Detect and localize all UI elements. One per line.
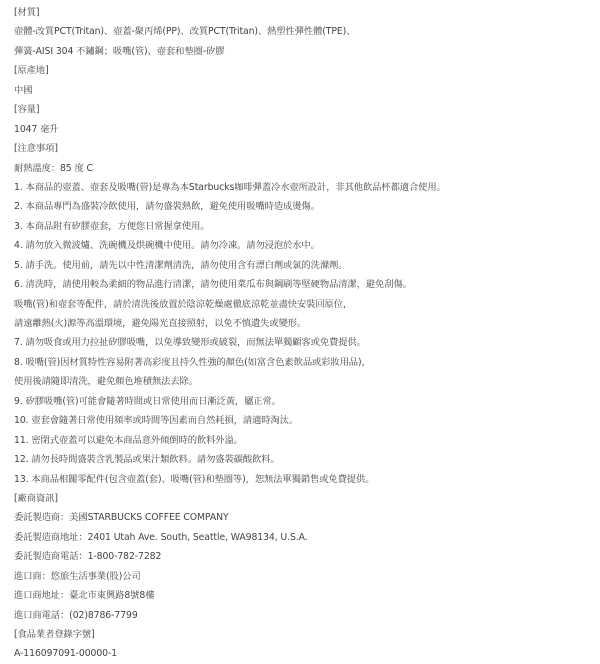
- origin-value: 中國: [14, 84, 33, 96]
- section-heading-material: [材質]: [14, 7, 40, 18]
- precaution-item-12: 12. 請勿長時間盛裝含乳製品或果汁類飲料。請勿盛裝碳酸飲料。: [14, 454, 280, 466]
- material-line-spring-silicone: 彈簧-AISI 304 不鏽鋼；吸嘴(管)、壺套和墊圈-矽膠: [14, 45, 225, 57]
- precaution-item-6-continued-a: 吸嘴(管)和壺套等配件，請於清洗後放置於陰涼乾燥處徹底涼乾並盡快安裝回原位，: [14, 298, 353, 310]
- precaution-item-10: 10. 壺套會隨著日常使用頻率或時間等因素而自然耗損，請適時淘汰。: [14, 415, 299, 427]
- section-heading-origin: [原產地]: [14, 65, 49, 77]
- food-registration-number: A-116097091-00000-1: [14, 648, 118, 660]
- precaution-item-1: 1. 本商品的壺蓋、壺套及吸嘴(管)是專為本Starbucks咖啡彈蓋冷水壺所設計，非其他飲品杯都適合使用。: [14, 181, 446, 193]
- precaution-item-8: 8. 吸嘴(管)因材質特性容易附著高彩度且持久性強的顏色(如富含色素飲品或彩妝用品)，: [14, 356, 371, 368]
- precaution-item-5: 5. 請手洗。使用前，請先以中性清潔劑清洗，請勿使用含有漂白劑或氯的洗滌劑。: [14, 259, 348, 271]
- manufacturer-name: 委託製造商：美國STARBUCKS COFFEE COMPANY: [14, 512, 229, 524]
- importer-name: 進口商：悠旅生活事業(股)公司: [14, 570, 141, 582]
- precaution-item-7: 7. 請勿吸食或用力拉扯矽膠吸嘴，以免導致變形或破裂，而無法單獨顧客或免費提供。: [14, 337, 366, 349]
- manufacturer-phone: 委託製造商電話：1-800-782-7282: [14, 551, 162, 563]
- precaution-item-8-continued: 使用後請隨即清洗，避免顏色堆積無法去除。: [14, 376, 198, 388]
- manufacturer-address: 委託製造商地址：2401 Utah Ave. South, Seattle, WA98134, U.S.A.: [14, 531, 308, 543]
- section-heading-capacity: [容量]: [14, 104, 40, 116]
- importer-phone: 進口商電話：(02)8786-7799: [14, 609, 138, 621]
- section-heading-precautions: [注意事項]: [14, 143, 58, 155]
- precaution-item-6-continued-b: 請遠離熱(火)源等高溫環境，避免陽光直接照射，以免不慎遺失或變形。: [14, 318, 307, 329]
- material-line-body-lid: 壺體-改質PCT(Tritan)、壺蓋-聚丙烯(PP)、改質PCT(Tritan)、熱塑性彈性體(TPE)、: [14, 26, 356, 38]
- precaution-item-6: 6. 清洗時，請使用較為柔細的物品進行清潔，請勿使用菜瓜布與鋼刷等堅硬物品清潔，避免刮傷。: [14, 279, 412, 291]
- section-heading-food-registration: [食品業者登錄字號]: [14, 629, 95, 640]
- capacity-value: 1047 毫升: [14, 123, 59, 135]
- importer-address: 進口商地址：臺北市東興路8號8樓: [14, 590, 155, 602]
- precaution-item-13: 13. 本商品相關零配件(包含壺蓋(套)、吸嘴(管)和墊圈等)，恕無法單獨銷售或免費提供。: [14, 473, 375, 485]
- precaution-item-9: 9. 矽膠吸嘴(管)可能會隨著時間或日常使用而日漸泛黃，屬正常。: [14, 395, 281, 407]
- section-heading-manufacturer: [廠商資訊]: [14, 492, 58, 504]
- precaution-item-2: 2. 本商品專門為盛裝冷飲使用，請勿盛裝熱飲，避免使用吸嘴時造成燙傷。: [14, 201, 320, 213]
- precaution-item-11: 11. 密閉式壺蓋可以避免本商品意外傾倒時的飲料外溢。: [14, 434, 243, 446]
- precaution-item-4: 4. 請勿放入微波爐、洗碗機及烘碗機中使用。請勿冷凍。請勿浸泡於水中。: [14, 240, 320, 252]
- precaution-item-3: 3. 本商品附有矽膠壺套，方便您日常握拿使用。: [14, 220, 210, 232]
- heat-resistance-text: 耐熱溫度：85 度 C: [14, 162, 93, 174]
